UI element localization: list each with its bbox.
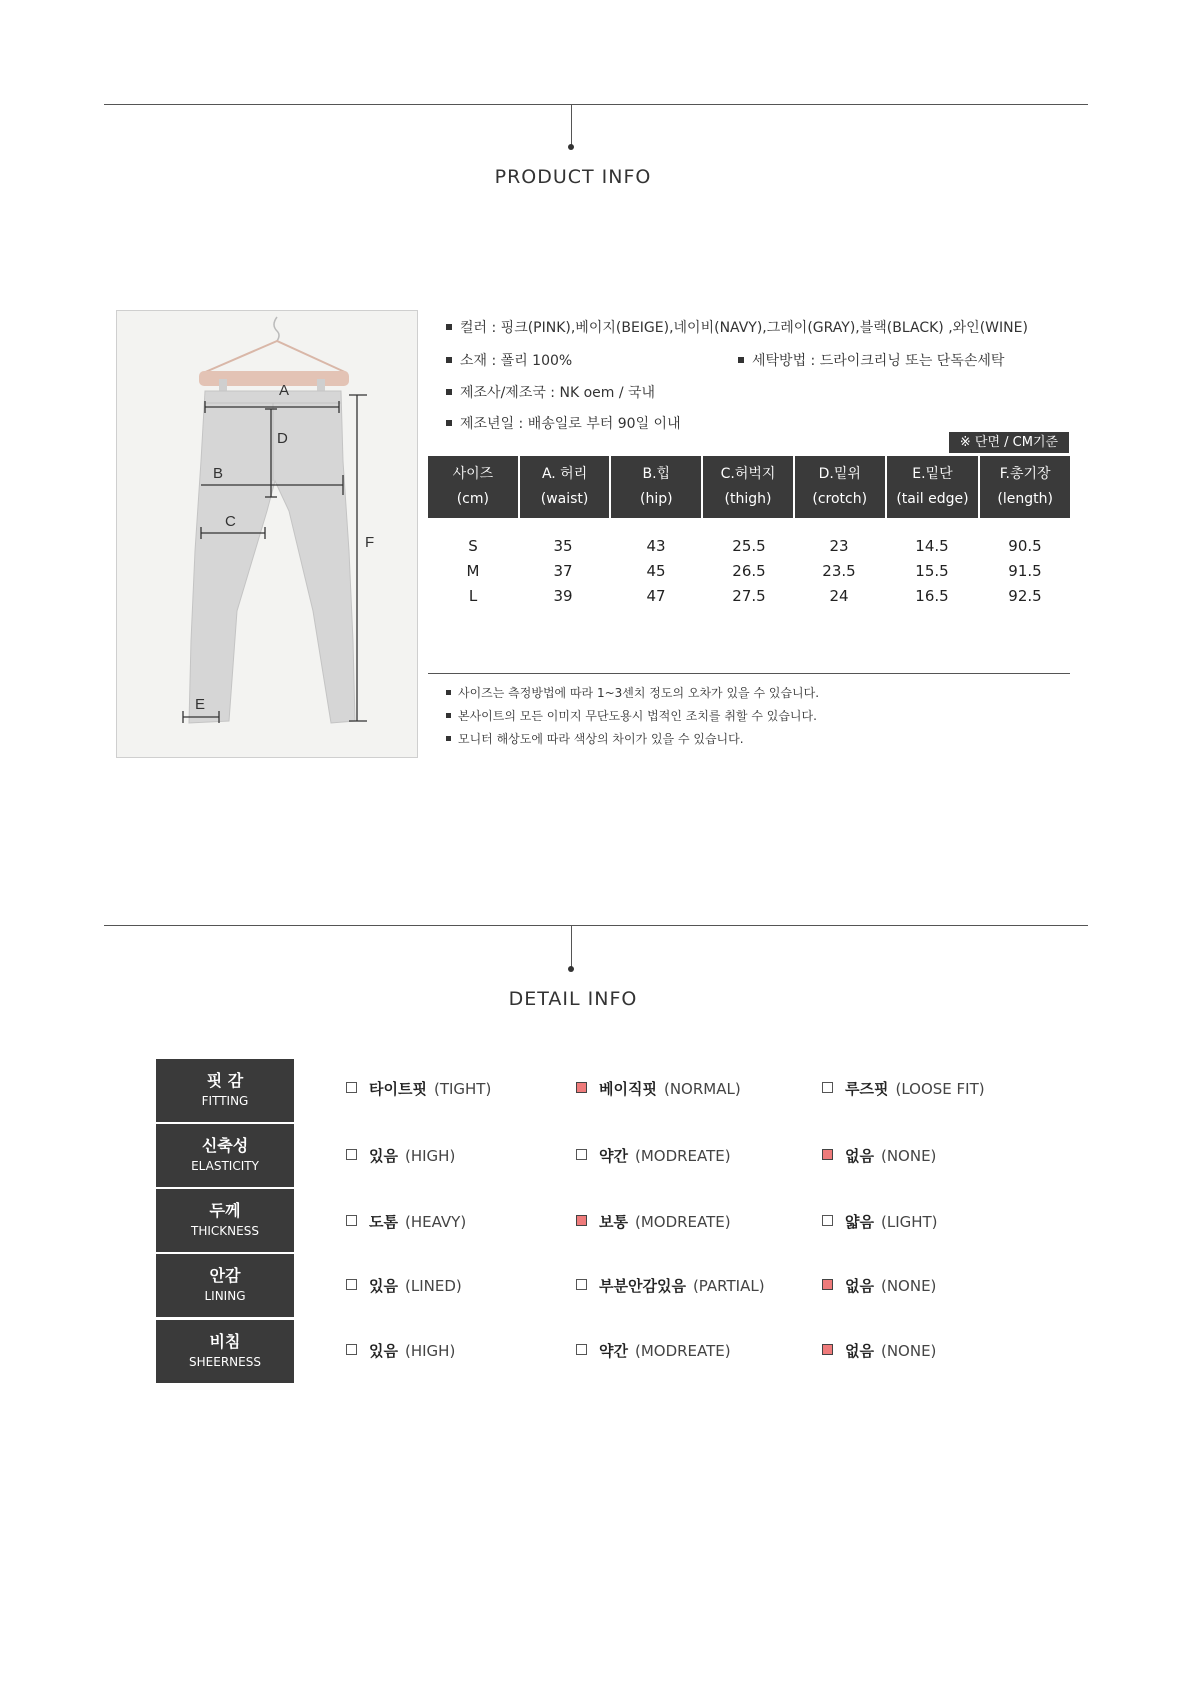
size-header-waist: A. 허리 (waist) xyxy=(520,456,612,518)
table-cell: 90.5 xyxy=(1008,537,1042,555)
detail-divider-stem xyxy=(571,925,572,968)
option-lining-lined: 있음 (LINED) xyxy=(346,1275,462,1296)
checkbox-icon xyxy=(822,1279,833,1290)
table-cell: 39 xyxy=(553,587,573,605)
detail-label-sheerness: 비침 SHEERNESS xyxy=(156,1320,294,1383)
checkbox-icon xyxy=(822,1082,833,1093)
measure-label-a: A xyxy=(279,382,290,399)
top-divider-dot xyxy=(568,144,574,150)
info-washing: 세탁방법 : 드라이크리닝 또는 단독손세탁 xyxy=(738,350,1004,370)
note-item: 본사이트의 모든 이미지 무단도용시 법적인 조치를 취할 수 있습니다. xyxy=(446,707,817,724)
checkbox-icon xyxy=(346,1279,357,1290)
table-cell: 16.5 xyxy=(915,587,949,605)
option-elasticity-high: 있음 (HIGH) xyxy=(346,1145,455,1166)
note-item: 사이즈는 측정방법에 따라 1~3센치 정도의 오차가 있을 수 있습니다. xyxy=(446,684,819,701)
size-table-header xyxy=(428,456,1070,518)
bullet-icon xyxy=(738,357,744,363)
top-divider xyxy=(104,104,1088,105)
checkbox-icon xyxy=(346,1215,357,1226)
table-row xyxy=(428,534,1070,559)
option-thickness-moderate: 보통 (MODREATE) xyxy=(576,1211,731,1232)
table-cell: 43 xyxy=(646,537,666,555)
option-elasticity-moderate: 약간 (MODREATE) xyxy=(576,1145,731,1166)
bullet-icon xyxy=(446,324,452,330)
note-item: 모니터 해상도에 따라 색상의 차이가 있을 수 있습니다. xyxy=(446,730,744,747)
unit-badge: ※ 단면 / CM기준 xyxy=(949,432,1069,453)
table-cell: 23 xyxy=(829,537,849,555)
product-info-title: PRODUCT INFO xyxy=(494,166,652,188)
bullet-icon xyxy=(446,357,452,363)
option-fitting-normal: 베이직핏 (NORMAL) xyxy=(576,1078,741,1099)
size-header-size: 사이즈 (cm) xyxy=(428,456,520,518)
measure-label-d: D xyxy=(277,430,288,447)
checkbox-icon xyxy=(576,1279,587,1290)
option-lining-none: 없음 (NONE) xyxy=(822,1275,936,1296)
table-cell: S xyxy=(468,537,478,555)
detail-label-elasticity: 신축성 ELASTICITY xyxy=(156,1124,294,1187)
checkbox-icon xyxy=(576,1344,587,1355)
table-cell: 27.5 xyxy=(732,587,766,605)
checkbox-icon xyxy=(822,1215,833,1226)
size-header-tail-edge: E.밑단 (tail edge) xyxy=(887,456,981,518)
bullet-icon xyxy=(446,420,452,426)
checkbox-icon xyxy=(346,1149,357,1160)
table-cell: 47 xyxy=(646,587,666,605)
detail-label-fitting: 핏 감 FITTING xyxy=(156,1059,294,1122)
table-cell: 26.5 xyxy=(732,562,766,580)
size-header-thigh: C.허벅지 (thigh) xyxy=(703,456,795,518)
measure-label-c: C xyxy=(225,513,236,530)
detail-divider-dot xyxy=(568,966,574,972)
table-cell: 37 xyxy=(553,562,573,580)
size-header-crotch: D.밑위 (crotch) xyxy=(795,456,887,518)
checkbox-icon xyxy=(576,1215,587,1226)
option-lining-partial: 부분안감있음 (PARTIAL) xyxy=(576,1275,765,1296)
table-cell: 35 xyxy=(553,537,573,555)
bullet-icon xyxy=(446,690,451,695)
detail-label-lining: 안감 LINING xyxy=(156,1254,294,1317)
checkbox-icon xyxy=(346,1082,357,1093)
table-cell: 24 xyxy=(829,587,849,605)
info-material: 소재 : 폴리 100% xyxy=(446,350,572,370)
size-table-body xyxy=(428,534,1070,609)
info-color: 컬러 : 핑크(PINK),베이지(BEIGE),네이비(NAVY),그레이(GRAY),블랙(BLACK) ,와인(WINE) xyxy=(446,317,1028,337)
option-sheerness-moderate: 약간 (MODREATE) xyxy=(576,1340,731,1361)
checkbox-icon xyxy=(576,1082,587,1093)
product-image xyxy=(116,310,418,758)
measure-label-e: E xyxy=(195,696,206,713)
detail-divider xyxy=(104,925,1088,926)
option-elasticity-none: 없음 (NONE) xyxy=(822,1145,936,1166)
table-cell: 91.5 xyxy=(1008,562,1042,580)
table-bottom-rule xyxy=(428,673,1070,674)
table-row xyxy=(428,559,1070,584)
table-cell: 45 xyxy=(646,562,666,580)
option-thickness-heavy: 도톰 (HEAVY) xyxy=(346,1211,466,1232)
size-header-length: F.총기장 (length) xyxy=(980,456,1070,518)
size-header-hip: B.힙 (hip) xyxy=(611,456,703,518)
table-cell: 92.5 xyxy=(1008,587,1042,605)
detail-label-thickness: 두께 THICKNESS xyxy=(156,1189,294,1252)
measure-label-f: F xyxy=(365,534,375,551)
table-cell: 15.5 xyxy=(915,562,949,580)
bullet-icon xyxy=(446,736,451,741)
checkbox-icon xyxy=(576,1149,587,1160)
option-fitting-tight: 타이트핏 (TIGHT) xyxy=(346,1078,491,1099)
table-cell: L xyxy=(468,587,478,605)
detail-info-title: DETAIL INFO xyxy=(508,988,638,1010)
option-sheerness-high: 있음 (HIGH) xyxy=(346,1340,455,1361)
option-thickness-light: 얇음 (LIGHT) xyxy=(822,1211,938,1232)
table-cell: 25.5 xyxy=(732,537,766,555)
table-cell: 14.5 xyxy=(915,537,949,555)
checkbox-icon xyxy=(822,1149,833,1160)
bullet-icon xyxy=(446,389,452,395)
info-date: 제조년일 : 배송일로 부터 90일 이내 xyxy=(446,413,681,433)
bullet-icon xyxy=(446,713,451,718)
option-sheerness-none: 없음 (NONE) xyxy=(822,1340,936,1361)
measure-label-b: B xyxy=(213,465,224,482)
checkbox-icon xyxy=(346,1344,357,1355)
info-maker: 제조사/제조국 : NK oem / 국내 xyxy=(446,382,655,402)
table-cell: 23.5 xyxy=(822,562,856,580)
top-divider-stem xyxy=(571,104,572,146)
table-cell: M xyxy=(466,562,480,580)
table-row xyxy=(428,584,1070,609)
trousers-measurement-illustration xyxy=(117,311,417,757)
checkbox-icon xyxy=(822,1344,833,1355)
option-fitting-loose: 루즈핏 (LOOSE FIT) xyxy=(822,1078,985,1099)
